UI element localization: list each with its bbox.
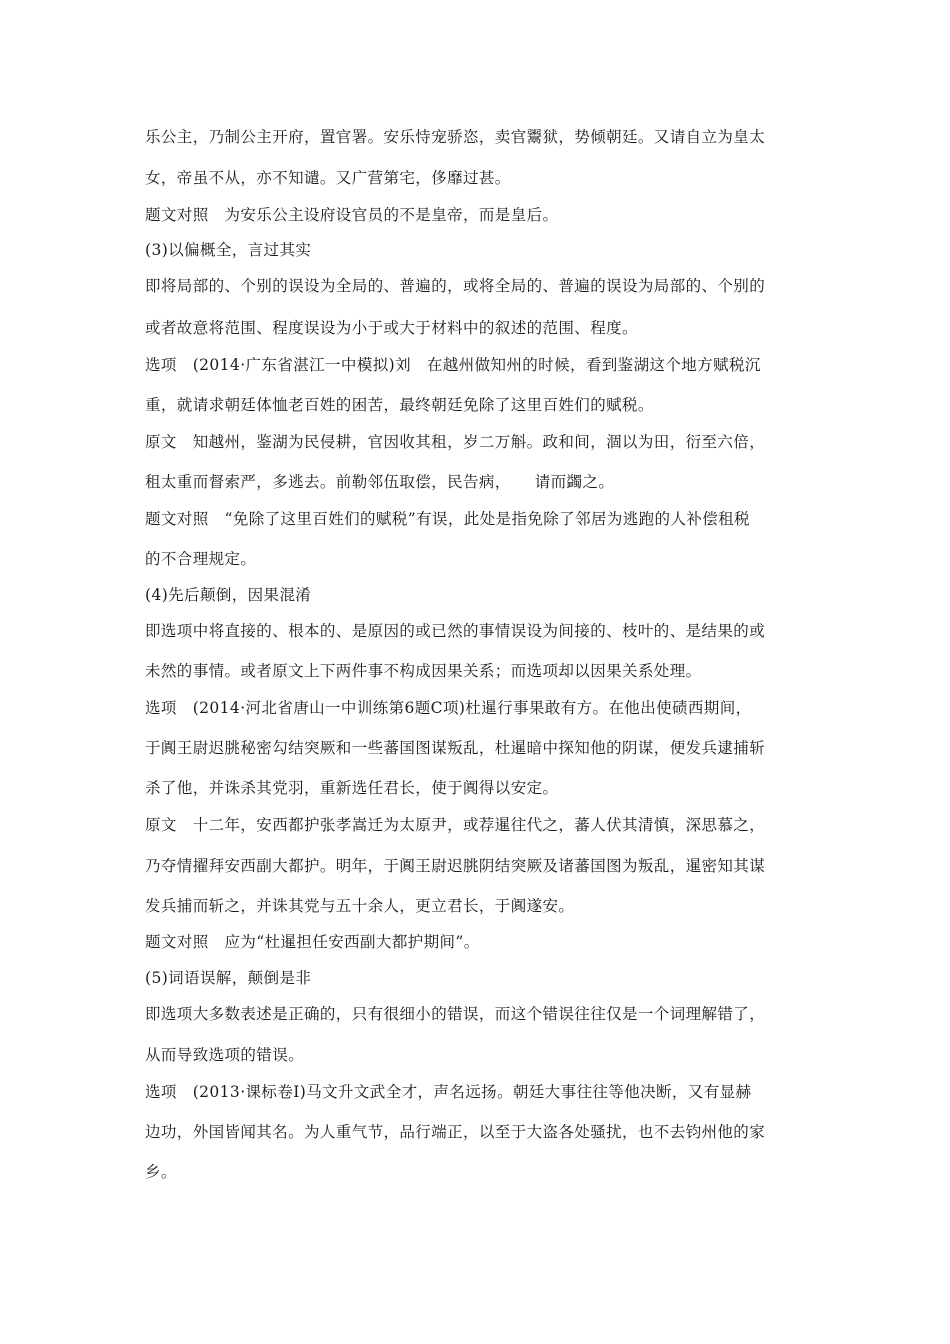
text-line: 即选项大多数表述是正确的，只有很细小的错误，而这个错误往往仅是一个词理解错了， xyxy=(145,1005,766,1023)
section-heading: (4)先后颠倒，因果混淆 xyxy=(145,586,312,604)
text-line: 发兵捕而斩之，并诛其党与五十余人，更立君长，于阗遂安。 xyxy=(145,897,575,915)
text-line: 边功，外国皆闻其名。为人重气节，品行端正，以至于大盗各处骚扰，也不去钧州他的家 xyxy=(145,1123,766,1141)
text-line: 选项 (2014·河北省唐山一中训练第6题C项)杜暹行事果敢有方。在他出使碛西期间， xyxy=(145,699,752,717)
text-line: 原文 知越州，鉴湖为民侵耕，官因收其租，岁二万斛。政和间，涸以为田，衍至六倍， xyxy=(145,433,766,451)
text-line: 乡。 xyxy=(145,1163,177,1181)
section-heading: (5)词语误解，颠倒是非 xyxy=(145,969,312,987)
text-line: 的不合理规定。 xyxy=(145,550,257,568)
text-line: 杀了他，并诛杀其党羽，重新选任君长，使于阗得以安定。 xyxy=(145,779,559,797)
section-heading: (3)以偏概全，言过其实 xyxy=(145,241,312,259)
text-line: 选项 (2013·课标卷Ⅰ)马文升文武全才，声名远扬。朝廷大事往往等他决断，又有显赫 xyxy=(145,1083,752,1101)
text-line: 从而导致选项的错误。 xyxy=(145,1046,305,1064)
text-line: 租太重而督索严，多逃去。前勒邻伍取偿，民告病， 请而蠲之。 xyxy=(145,473,615,491)
text-line: 乐公主，乃制公主开府，置官署。安乐恃宠骄恣，卖官鬻狱，势倾朝廷。又请自立为皇太 xyxy=(145,128,766,146)
text-line: 未然的事情。或者原文上下两件事不构成因果关系；而选项却以因果关系处理。 xyxy=(145,662,702,680)
text-line: 乃夺情擢拜安西副大都护。明年，于阗王尉迟朓阴结突厥及诸蕃国图为叛乱，暹密知其谋 xyxy=(145,857,766,875)
text-line: 即选项中将直接的、根本的、是原因的或已然的事情误设为间接的、枝叶的、是结果的或 xyxy=(145,622,766,640)
text-line: 重，就请求朝廷体恤老百姓的困苦，最终朝廷免除了这里百姓们的赋税。 xyxy=(145,396,654,414)
text-line: 选项 (2014·广东省湛江一中模拟)刘 在越州做知州的时候，看到鉴湖这个地方赋税沉 xyxy=(145,356,761,374)
text-line: 或者故意将范围、程度误设为小于或大于材料中的叙述的范围、程度。 xyxy=(145,319,638,337)
text-line: 女，帝虽不从，亦不知谴。又广营第宅，侈靡过甚。 xyxy=(145,169,511,187)
text-line: 原文 十二年，安西都护张孝嵩迁为太原尹，或荐暹往代之，蕃人伏其清慎，深思慕之， xyxy=(145,816,766,834)
text-line: 于阗王尉迟朓秘密勾结突厥和一些蕃国图谋叛乱，杜暹暗中探知他的阴谋，便发兵逮捕斩 xyxy=(145,739,766,757)
text-line: 即将局部的、个别的误设为全局的、普遍的，或将全局的、普遍的误设为局部的、个别的 xyxy=(145,277,766,295)
text-line: 题文对照 为安乐公主设府设官员的不是皇帝，而是皇后。 xyxy=(145,206,559,224)
text-line: 题文对照 “免除了这里百姓们的赋税”有误，此处是指免除了邻居为逃跑的人补偿租税 xyxy=(145,510,750,528)
text-line: 题文对照 应为“杜暹担任安西副大都护期间”。 xyxy=(145,933,480,951)
